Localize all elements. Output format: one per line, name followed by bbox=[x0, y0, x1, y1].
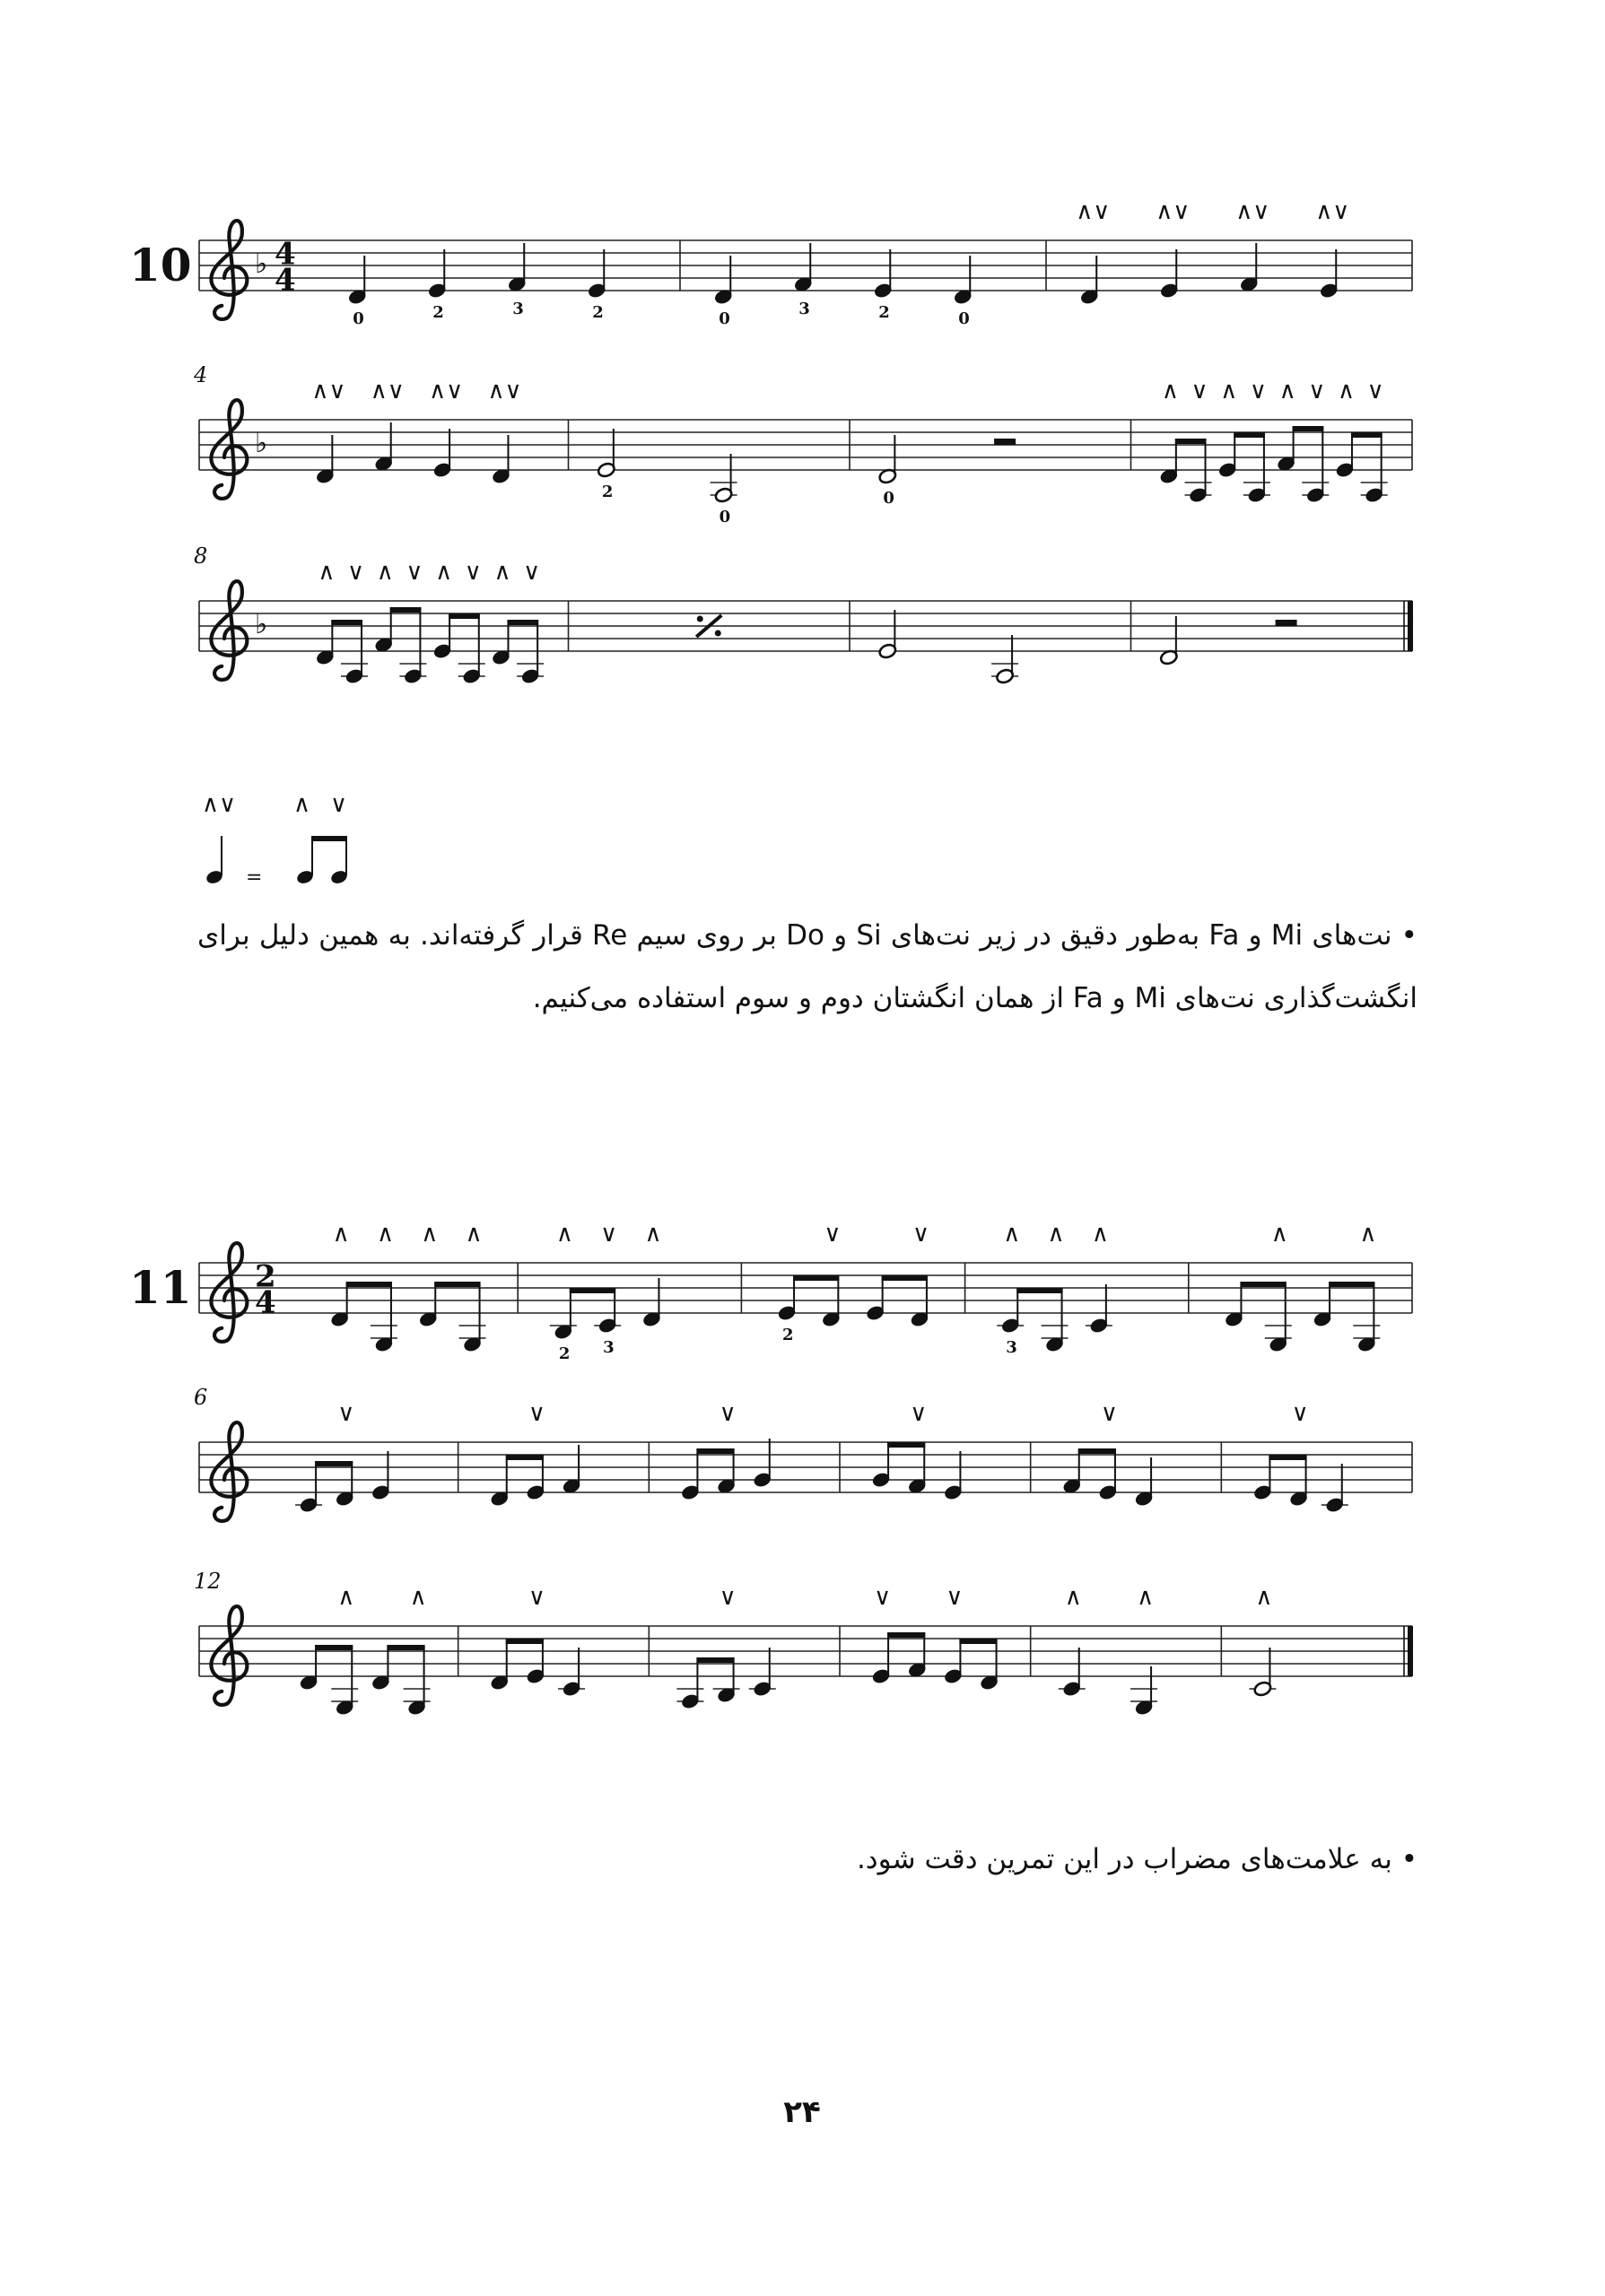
fingering-number: 0 bbox=[883, 489, 894, 508]
final-barline bbox=[1408, 601, 1413, 651]
bowing-mark: ∨ bbox=[337, 1400, 355, 1427]
beam bbox=[1175, 439, 1207, 444]
bowing-mark: ∧ bbox=[1091, 1221, 1109, 1248]
bowing-mark: ∧ bbox=[644, 1221, 662, 1248]
bowing-legend bbox=[202, 791, 349, 889]
beam bbox=[959, 1639, 997, 1644]
bowing-mark: ∧ bbox=[465, 1221, 483, 1248]
fingering-number: 2 bbox=[432, 303, 444, 322]
legend-up-bow: ∧ bbox=[293, 791, 311, 818]
bowing-mark: ∧ bbox=[555, 1221, 573, 1248]
bowing-mark: ∧ bbox=[1003, 1221, 1021, 1248]
bowing-mark: ∧∨ bbox=[1156, 198, 1191, 225]
bowing-mark: ∧ bbox=[1064, 1584, 1082, 1611]
beam bbox=[1269, 1455, 1306, 1460]
bowing-mark: ∨ bbox=[910, 1400, 928, 1427]
measure-number: 12 bbox=[194, 1569, 222, 1594]
page-number: ۲۴ bbox=[783, 2094, 821, 2130]
bowing-mark: ∨ bbox=[523, 559, 541, 586]
beam bbox=[331, 620, 362, 625]
beam bbox=[882, 1275, 928, 1281]
fingering-number: 3 bbox=[1006, 1338, 1017, 1357]
half-rest bbox=[1276, 620, 1297, 626]
bowing-mark: ∧∨ bbox=[1235, 198, 1270, 225]
repeat-dot bbox=[715, 631, 721, 637]
bowing-mark: ∨ bbox=[824, 1221, 842, 1248]
fingering-number: 2 bbox=[558, 1344, 571, 1363]
explanation-line-2: انگشت‌گذاری نت‌های Mi و Fa از همان انگشتان دوم و سوم استفاده می‌کنیم. bbox=[532, 982, 1417, 1014]
legend-equals: = bbox=[246, 866, 263, 889]
legend-down-bow: ∨ bbox=[330, 791, 348, 818]
beam bbox=[1234, 432, 1265, 438]
beam bbox=[311, 836, 347, 841]
beam bbox=[1329, 1282, 1374, 1287]
fingering-number: 2 bbox=[592, 303, 604, 322]
bowing-mark: ∧ bbox=[1137, 1584, 1155, 1611]
bowing-note: • به علامت‌های مضراب در این تمرین دقت شود. bbox=[856, 1843, 1417, 1875]
bowing-mark: ∨ bbox=[1366, 378, 1384, 404]
explanation-line-1: • نت‌های Mi و Fa به‌طور دقیق در زیر نت‌های Si و Do بر روی سیم Re قرار گرفته‌اند. به همین دلیل برای bbox=[197, 919, 1417, 952]
time-sig-bottom: 4 bbox=[275, 262, 296, 299]
bowing-mark: ∧∨ bbox=[487, 378, 522, 404]
bowing-mark: ∨ bbox=[406, 559, 423, 586]
beam bbox=[696, 1657, 734, 1663]
beam bbox=[387, 1645, 424, 1650]
bowing-mark: ∨ bbox=[719, 1584, 737, 1611]
beam bbox=[507, 620, 538, 625]
beam bbox=[506, 1639, 544, 1644]
bowing-mark: ∧ bbox=[1337, 378, 1355, 404]
fingering-number: 0 bbox=[958, 309, 970, 328]
fingering-number: 3 bbox=[603, 1338, 615, 1357]
treble-clef-icon bbox=[211, 400, 247, 499]
measure-number: 4 bbox=[194, 362, 208, 387]
bowing-mark: ∧ bbox=[318, 559, 336, 586]
bowing-mark: ∧ bbox=[1161, 378, 1179, 404]
bowing-mark: ∧ bbox=[435, 559, 453, 586]
time-sig-top: 4 bbox=[275, 236, 296, 273]
bowing-mark: ∨ bbox=[1291, 1400, 1309, 1427]
bowing-mark: ∧ bbox=[1220, 378, 1238, 404]
bowing-mark: ∧ bbox=[1270, 1221, 1288, 1248]
fingering-number: 2 bbox=[782, 1326, 794, 1344]
fingering-number: 0 bbox=[353, 309, 364, 328]
beam bbox=[793, 1275, 839, 1281]
bowing-mark: ∨ bbox=[347, 559, 365, 586]
bowing-mark: ∨ bbox=[1100, 1400, 1118, 1427]
beam bbox=[346, 1282, 392, 1287]
treble-clef-icon bbox=[211, 1606, 247, 1705]
time-sig-bottom: 4 bbox=[255, 1284, 276, 1321]
beam bbox=[887, 1632, 925, 1638]
bowing-mark: ∨ bbox=[874, 1584, 892, 1611]
bowing-mark: ∧ bbox=[421, 1221, 439, 1248]
staff-system bbox=[193, 362, 1412, 526]
beam bbox=[315, 1645, 353, 1650]
beam bbox=[449, 613, 480, 619]
beam bbox=[390, 607, 422, 613]
beam bbox=[570, 1288, 615, 1293]
treble-clef-icon bbox=[211, 581, 247, 680]
fingering-number: 0 bbox=[719, 309, 730, 328]
bowing-mark: ∨ bbox=[1191, 378, 1208, 404]
treble-clef-icon bbox=[211, 1243, 247, 1342]
bowing-mark: ∧ bbox=[409, 1584, 427, 1611]
fingering-number: 2 bbox=[601, 483, 614, 501]
staff-system bbox=[129, 1221, 1412, 1363]
bowing-mark: ∨ bbox=[528, 1584, 545, 1611]
bowing-mark: ∨ bbox=[1308, 378, 1326, 404]
bowing-mark: ∨ bbox=[946, 1584, 964, 1611]
bowing-mark: ∧ bbox=[1255, 1584, 1273, 1611]
bowing-mark: ∨ bbox=[1249, 378, 1267, 404]
beam bbox=[1078, 1448, 1116, 1454]
fingering-number: 3 bbox=[512, 300, 524, 318]
bowing-mark: ∧ bbox=[1278, 378, 1296, 404]
repeat-dot bbox=[697, 616, 703, 622]
final-barline bbox=[1408, 1626, 1413, 1676]
exercise-number: 11 bbox=[129, 1260, 192, 1314]
beam bbox=[506, 1455, 544, 1460]
bowing-mark: ∨ bbox=[528, 1400, 545, 1427]
bowing-mark: ∧ bbox=[376, 1221, 394, 1248]
bowing-mark: ∧∨ bbox=[429, 378, 464, 404]
half-rest bbox=[994, 439, 1016, 445]
legend-quarter-bow: ∧∨ bbox=[202, 791, 237, 818]
measure-number: 6 bbox=[194, 1385, 208, 1410]
bowing-mark: ∧ bbox=[376, 559, 394, 586]
bowing-mark: ∧∨ bbox=[1076, 198, 1111, 225]
treble-clef-icon bbox=[211, 221, 247, 319]
beam bbox=[1240, 1282, 1286, 1287]
bowing-mark: ∧∨ bbox=[311, 378, 346, 404]
measure-number: 8 bbox=[194, 544, 208, 569]
beam bbox=[696, 1448, 734, 1454]
fingering-number: 2 bbox=[878, 303, 890, 322]
bowing-mark: ∨ bbox=[912, 1221, 929, 1248]
flat-sign-icon: ♭ bbox=[255, 428, 268, 459]
fingering-number: 0 bbox=[719, 508, 731, 526]
bowing-mark: ∨ bbox=[719, 1400, 737, 1427]
bowing-mark: ∧ bbox=[1359, 1221, 1377, 1248]
bowing-mark: ∧∨ bbox=[1315, 198, 1350, 225]
bowing-mark: ∨ bbox=[464, 559, 482, 586]
bowing-mark: ∧ bbox=[337, 1584, 355, 1611]
staff-system bbox=[194, 1569, 1413, 1716]
exercise-number: 10 bbox=[129, 238, 192, 291]
bowing-mark: ∧ bbox=[493, 559, 511, 586]
beam bbox=[1016, 1288, 1062, 1293]
beam bbox=[315, 1461, 353, 1466]
beam bbox=[434, 1282, 480, 1287]
beam bbox=[1351, 432, 1383, 438]
flat-sign-icon: ♭ bbox=[255, 248, 268, 280]
beam bbox=[1293, 426, 1324, 431]
bowing-mark: ∧ bbox=[1047, 1221, 1065, 1248]
staff-system bbox=[194, 544, 1413, 684]
flat-sign-icon: ♭ bbox=[255, 609, 268, 640]
bowing-mark: ∧∨ bbox=[370, 378, 405, 404]
treble-clef-icon bbox=[211, 1422, 247, 1521]
fingering-number: 3 bbox=[798, 300, 810, 318]
bowing-mark: ∧ bbox=[332, 1221, 350, 1248]
staff-system bbox=[194, 1385, 1412, 1521]
time-sig-top: 2 bbox=[255, 1258, 276, 1295]
staff-system bbox=[129, 198, 1412, 328]
bowing-mark: ∨ bbox=[600, 1221, 618, 1248]
beam bbox=[887, 1442, 925, 1448]
